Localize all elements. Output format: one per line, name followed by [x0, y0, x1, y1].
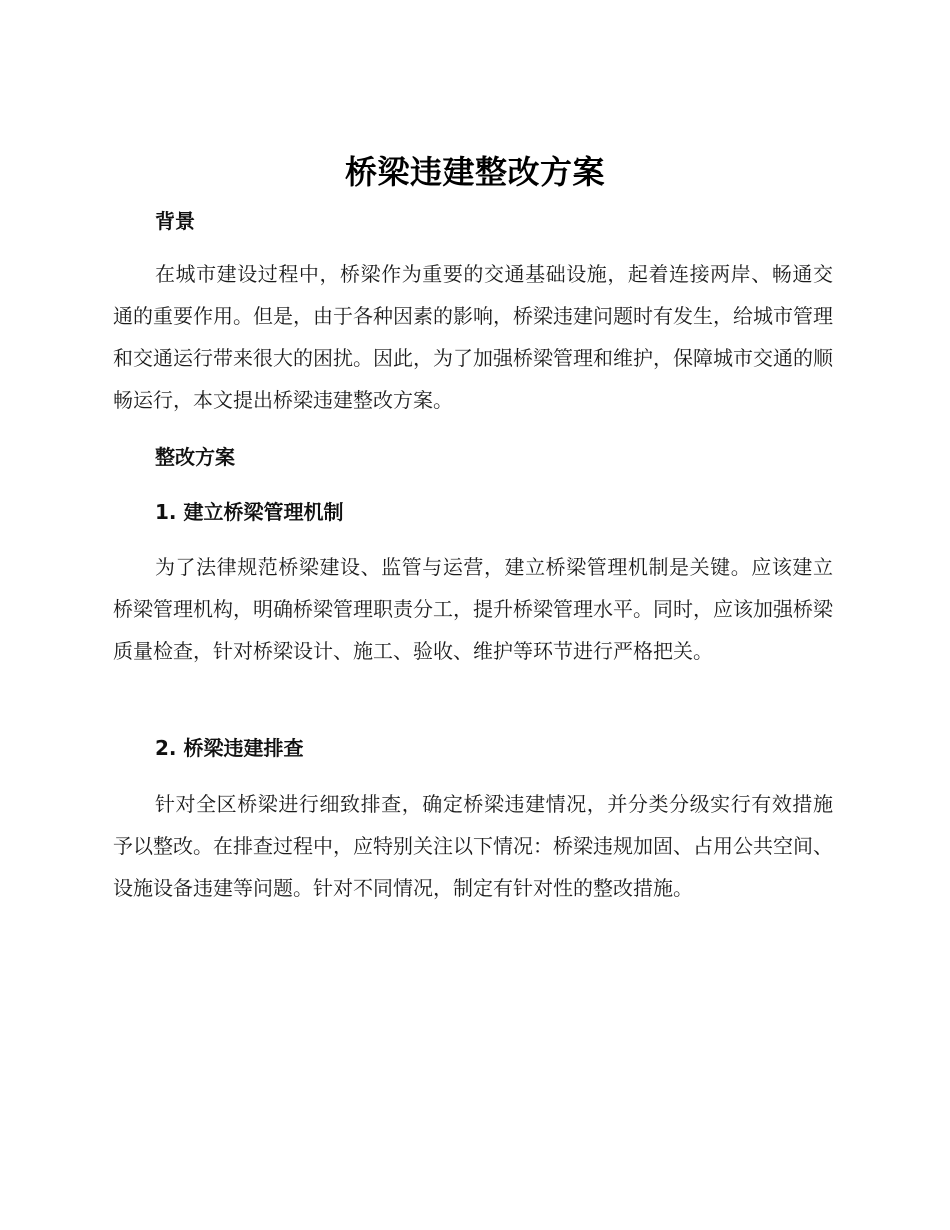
section-heading-management-mechanism: 1. 建立桥梁管理机制 [155, 500, 344, 524]
paragraph-inspection: 针对全区桥梁进行细致排查，确定桥梁违建情况，并分类分级实行有效措施予以整改。在排查过程中，应特别关注以下情况：桥梁违规加固、占用公共空间、设施设备违建等问题。针对不同情况，制定有针对性的整改措施。 [113, 792, 833, 900]
paragraph-background: 在城市建设过程中，桥梁作为重要的交通基础设施，起着连接两岸、畅通交通的重要作用。但是，由于各种因素的影响，桥梁违建问题时有发生，给城市管理和交通运行带来很大的困扰。因此，为了加强桥梁管理和维护，保障城市交通的顺畅运行，本文提出桥梁违建整改方案。 [113, 262, 833, 412]
paragraph-management-mechanism: 为了法律规范桥梁建设、监管与运营，建立桥梁管理机制是关键。应该建立桥梁管理机构，明确桥梁管理职责分工，提升桥梁管理水平。同时，应该加强桥梁质量检查，针对桥梁设计、施工、验收、维护等环节进行严格把关。 [113, 555, 833, 663]
section-heading-plan: 整改方案 [155, 445, 235, 469]
section-heading-background: 背景 [155, 209, 195, 233]
document-title: 桥梁违建整改方案 [344, 153, 605, 191]
section-heading-inspection: 2. 桥梁违建排查 [155, 736, 304, 760]
